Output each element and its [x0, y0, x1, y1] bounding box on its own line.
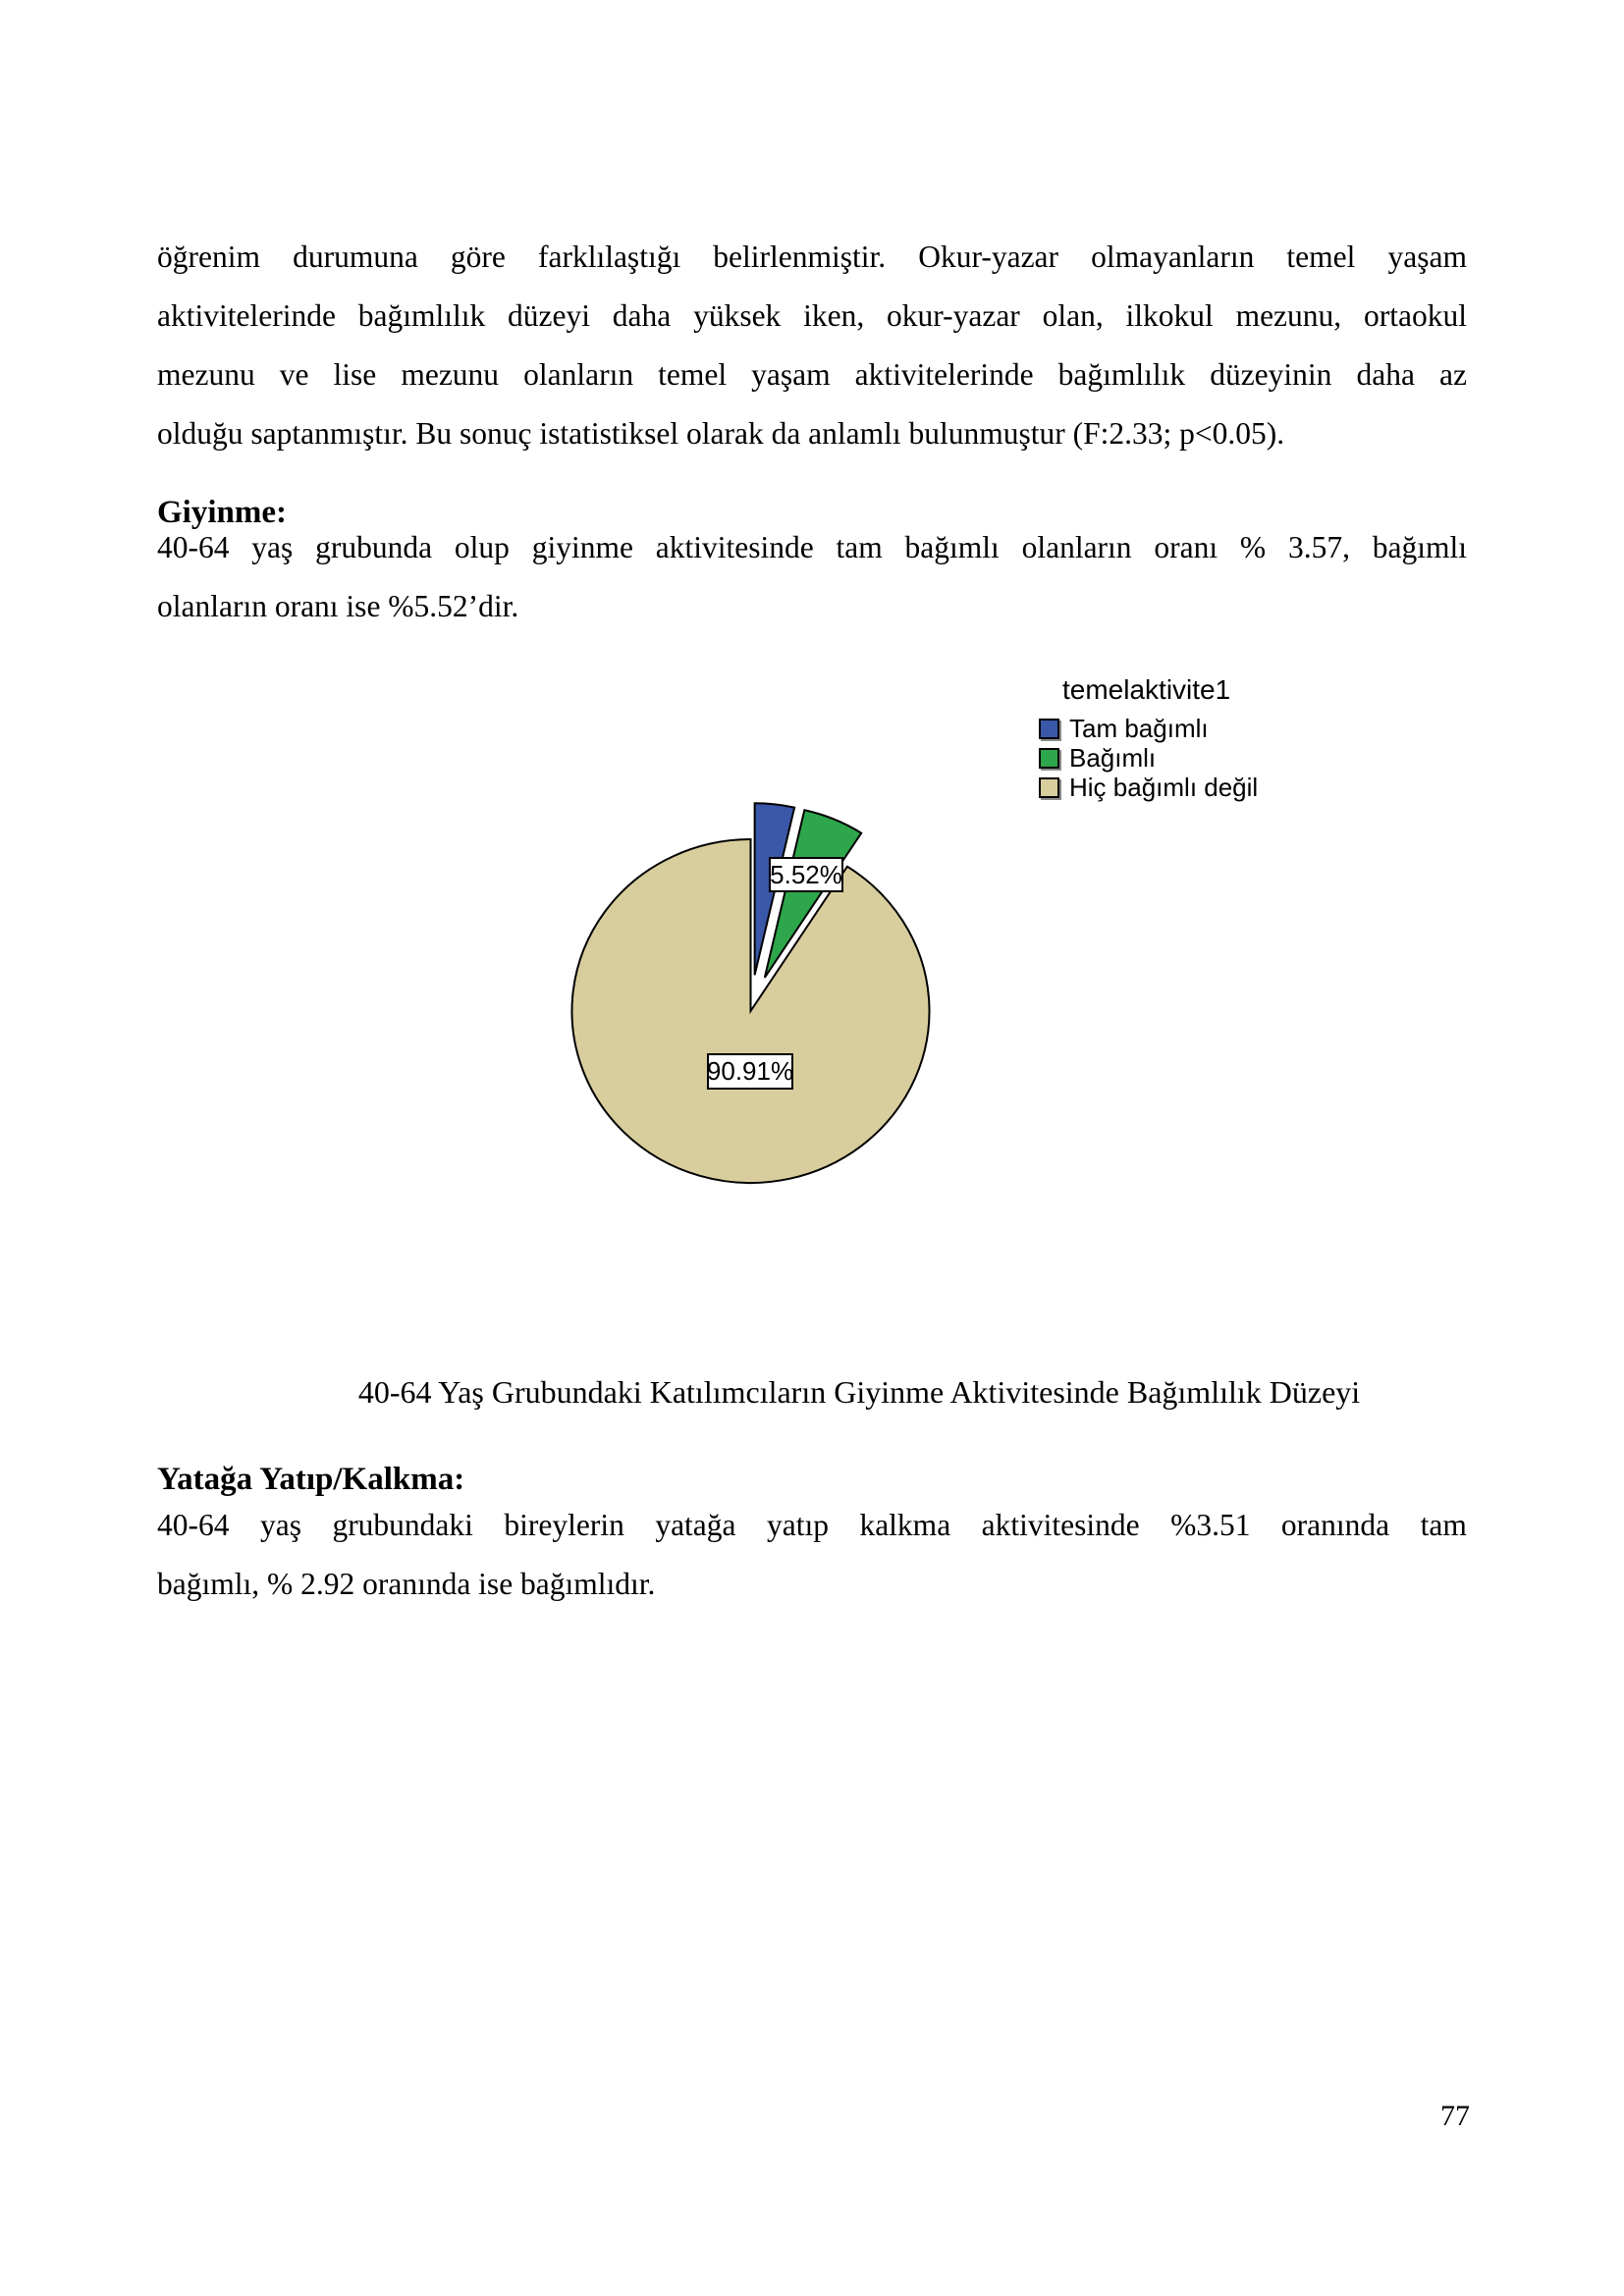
pie-slice-2	[572, 839, 930, 1183]
paragraph-line: 40-64 yaş grubundaki bireylerin yatağa yatıp kalkma aktivitesinde %3.51 oranında tam	[157, 1508, 1467, 1542]
paragraph-line: mezunu ve lise mezunu olanların temel yaşam aktivitelerinde bağımlılık düzeyinin daha az	[157, 357, 1467, 392]
legend-label: Hiç bağımlı değil	[1069, 773, 1259, 802]
section-heading-giyinme: Giyinme:	[157, 495, 287, 530]
chart-legend	[1039, 675, 1333, 802]
pie-chart	[530, 766, 992, 1227]
legend-item-bagimli	[1039, 743, 1333, 773]
page-number: 77	[1440, 2100, 1470, 2132]
legend-swatch-green	[1039, 748, 1059, 769]
legend-swatch-tan	[1039, 777, 1059, 798]
legend-item-tam-bagimli	[1039, 714, 1333, 743]
paragraph-line: 40-64 yaş grubunda olup giyinme aktivitesinde tam bağımlı olanların oranı % 3.57, bağımlı	[157, 530, 1467, 564]
paragraph-line: olanların oranı ise %5.52’dir.	[157, 589, 519, 623]
paragraph-giyinme	[157, 518, 1467, 636]
legend-label: Bağımlı	[1069, 743, 1157, 773]
paragraph-ogrenim	[157, 228, 1467, 463]
section-heading-yataga: Yatağa Yatıp/Kalkma:	[157, 1462, 465, 1497]
legend-swatch-blue	[1039, 719, 1059, 739]
paragraph-line: öğrenim durumuna göre farklılaştığı belirlenmiştir. Okur-yazar olmayanların temel yaşam	[157, 240, 1467, 274]
chart-legend-title: temelaktivite1	[1062, 674, 1231, 705]
paragraph-line: olduğu saptanmıştır. Bu sonuç istatistiksel olarak da anlamlı bulunmuştur (F:2.33; p<0.05).	[157, 416, 1285, 451]
paragraph-line: aktivitelerinde bağımlılık düzeyi daha yüksek iken, okur-yazar olan, ilkokul mezunu, ortaokul	[157, 298, 1467, 333]
figure-caption: 40-64 Yaş Grubundaki Katılımcıların Giyinme Aktivitesinde Bağımlılık Düzeyi	[357, 1374, 1361, 1410]
paragraph-yataga	[157, 1496, 1467, 1614]
pie-chart-svg	[530, 766, 992, 1227]
slice-label-bagimli: 5.52%	[769, 857, 843, 892]
chart-legend-items	[1039, 714, 1333, 802]
paragraph-line: bağımlı, % 2.92 oranında ise bağımlıdır.	[157, 1567, 656, 1601]
legend-label: Tam bağımlı	[1069, 714, 1209, 743]
legend-item-hic-bagimli-degil	[1039, 773, 1333, 802]
slice-label-hic-bagimli-degil: 90.91%	[707, 1053, 793, 1090]
